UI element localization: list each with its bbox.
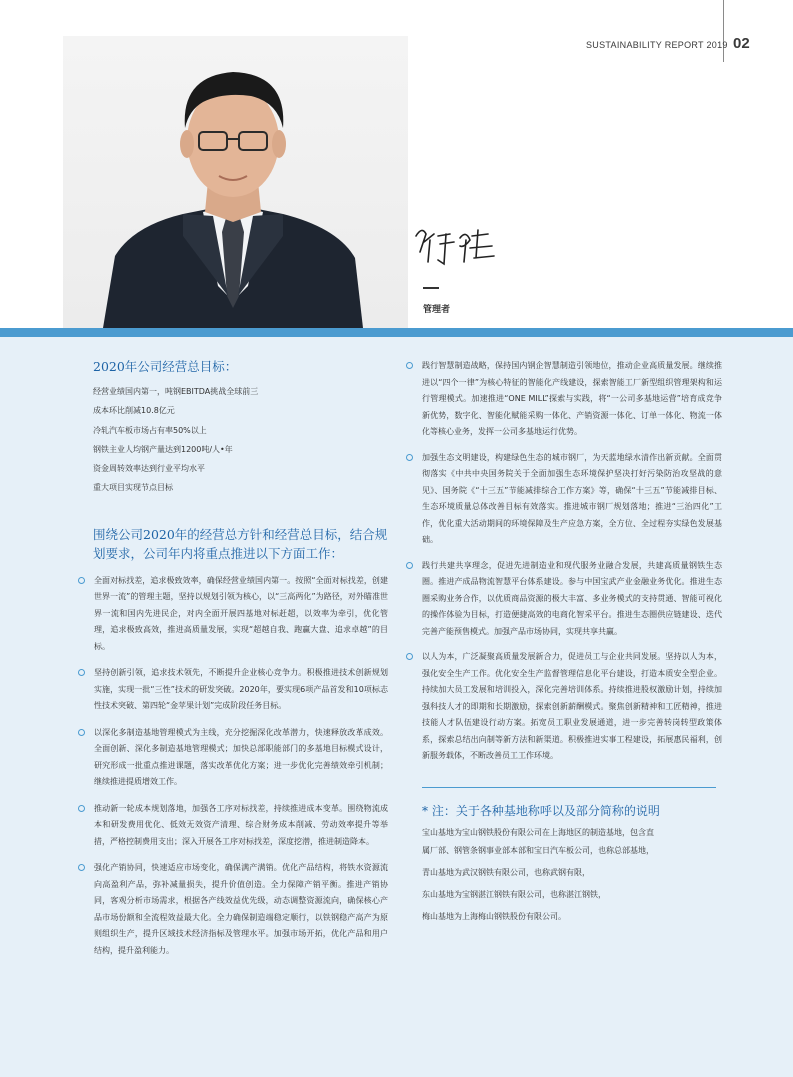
note-divider bbox=[422, 787, 716, 788]
goals-title: 2020年公司经营总目标： bbox=[93, 359, 238, 374]
left-column bbox=[78, 358, 388, 969]
role-label: 管理者 bbox=[423, 305, 451, 315]
work-item-text: 践行共建共享理念，促进先进制造业和现代服务业融合发展，共建高质量钢铁生态圈。推进产成品物流智慧平台体系建设。参与中国宝武产业金融业务优化。推进生态圈采购业务合作，以优质商品资源的极大丰富、多业务模式的支持贯通、智能可视化的操作体验为目标，打造便捷高效的电商化智采平台。推进生态圈供应链建设、迭代完善产能预售模式。加强产品市场协同，实现共享共赢。 bbox=[422, 560, 722, 636]
work-item bbox=[78, 665, 388, 715]
intro-title: 围绕公司2020年的经营总方针和经营总目标，结合规划要求，公司年内将重点推进以下方面工作： bbox=[93, 526, 388, 561]
bullet-circle-icon bbox=[78, 805, 85, 812]
work-item bbox=[78, 573, 388, 656]
signature bbox=[408, 222, 508, 270]
work-item bbox=[406, 450, 722, 549]
work-item-text: 全面对标找差，追求极致效率，确保经营业绩国内第一。按照“全面对标找差，创建世界一流”的管理主题，坚持以规划引领为核心，以“三高两化”为路径，对外瞄准世界一流和国内先进民企，对内全面开展四基地对标赶超，以效率为牵引，优化管理，追求极致高效，推进高质量发展，实现“超越自我、跑赢大盘、追求卓越”的目标。 bbox=[94, 575, 388, 651]
work-item-text: 坚持创新引领，追求技术领先，不断提升企业核心竞争力。积极推进技术创新规划实施，实现一批“三性”技术的研发突破。2020年，要实现6项产品首发和10项标志性技术突破、第四轮“金苹果计划”完成阶段任务目标。 bbox=[94, 668, 388, 711]
goal-item: 资金周转效率达到行业平均水平 bbox=[93, 464, 205, 474]
work-item-text: 加强生态文明建设，构建绿色生态的城市钢厂，为天蓝地绿水清作出新贡献。全面贯彻落实《中共中央国务院关于全面加强生态环境保护坚决打好污染防治攻坚战的意见》、国务院《“十三五”节能减排综合工作方案》等，确保“十三五”节能减排目标、生态环境质量总体改善目标有效落实。推进城市钢厂规划落地；推进“三治四化”工作，优化重大活动期间的环境保障及生产应急方案，全方位、全过程夯实绿色发展基础。 bbox=[422, 452, 722, 544]
bullet-circle-icon bbox=[78, 864, 85, 871]
bullet-circle-icon bbox=[406, 454, 413, 461]
note-title: * 注：关于各种基地称呼以及部分简称的说明 bbox=[422, 803, 660, 818]
goal-item: 成本环比削减10.8亿元 bbox=[93, 406, 175, 416]
work-item bbox=[406, 649, 722, 765]
bullet-circle-icon bbox=[78, 577, 85, 584]
note-line: 青山基地为武汉钢铁有限公司，也称武钢有限， bbox=[422, 867, 590, 877]
goal-item: 钢铁主业人均钢产量达到1200吨/人•年 bbox=[93, 444, 233, 454]
signature-dash bbox=[423, 287, 439, 289]
bullet-circle-icon bbox=[406, 562, 413, 569]
work-item-text: 践行智慧制造战略，保持国内钢企智慧制造引领地位，推动企业高质量发展。继续推进以“四个一律”为核心特征的智能化产线建设，探索智能工厂新型组织管理架构和运行管理模式。加速推进“ONE MILL”探索与实践，将“一公司多基地运营”培育成竞争新优势，数字化、智能化赋能采购一体化、产销资源一体化、订单一体化、物流一体化等核心业务，发挥一公司多基地运行优势。 bbox=[422, 361, 722, 436]
work-item bbox=[78, 860, 388, 959]
note-body bbox=[422, 824, 722, 927]
executive-portrait bbox=[63, 36, 408, 328]
note-line: 属厂部、钢管条钢事业部本部和宝日汽车板公司，也称总部基地， bbox=[422, 845, 654, 855]
work-item-text: 以深化多制造基地管理模式为主线，充分挖掘深化改革潜力，快速释放改革成效。全面创新、深化多制造基地管理模式；加快总部职能部门的多基地目标模式设计，研究形成一批重点推进课题，落实改革优化方案；进一步优化完善绩效牵引机制；继续推进提质增效工作。 bbox=[94, 727, 388, 787]
goal-item: 经营业绩国内第一，吨钢EBITDA挑战全球前三 bbox=[93, 387, 259, 396]
report-label: SUSTAINABILITY REPORT 2019 bbox=[586, 40, 728, 50]
note-line: 梅山基地为上海梅山钢铁股份有限公司。 bbox=[422, 912, 566, 922]
header-divider bbox=[723, 0, 724, 62]
right-column bbox=[406, 358, 722, 927]
work-item-text: 推动新一轮成本规划落地，加强各工序对标找差，持续推进成本变革。围绕物流成本和研发费用优化、低效无效资产清理、综合财务成本削减、劳动效率提升等举措，严格控制费用支出；深入开展各工序对标找差，深度挖潜，推进制造降本。 bbox=[94, 803, 388, 846]
bullet-circle-icon bbox=[78, 669, 85, 676]
panel-accent-bar bbox=[0, 328, 793, 337]
bullet-circle-icon bbox=[406, 653, 413, 660]
page-number: 02 bbox=[733, 35, 750, 52]
note-line: 宝山基地为宝山钢铁股份有限公司在上海地区的制造基地，包含直 bbox=[422, 827, 654, 837]
bullet-circle-icon bbox=[78, 729, 85, 736]
note-line: 东山基地为宝钢湛江钢铁有限公司，也称湛江钢铁， bbox=[422, 890, 606, 900]
work-item-text: 强化产销协同，快速适应市场变化，确保满产满销。优化产品结构，将铁水资源流向高盈利产品，弥补减量损失，提升价值创造。全力保障产销平衡。推进产销协同，客观分析市场需求，根据各产线效益优先级，动态调整资源流向，确保核心产品市场份额和全流程效益最大化。全力确保制造端稳定顺行，以铁钢稳产高产为原则组织生产，提升区域技术经济指标及管理水平。加强市场开拓，优化产品和用户结构，提升盈利能力。 bbox=[94, 863, 388, 955]
work-item bbox=[78, 725, 388, 791]
work-item-text: 以人为本，广泛凝聚高质量发展新合力，促进员工与企业共同发展。坚持以人为本，强化安全生产工作。优化安全生产监督管理信息化平台建设，打造本质安全型企业。持续加大员工发展和培训投入，深化完善培训体系。持续推进股权激励计划，持续加强科技人才的即期和长期激励，探索创新薪酬模式。聚焦创新精神和工匠精神，推进技能人才队伍建设行动方案。拓宽员工职业发展通道，进一步完善转岗转型政策体系，探索总结出向制等新方法和新渠道。积极推进实事工程建设，拓展惠民福利，创新服务载体，不断改善员工工作环境。 bbox=[422, 652, 722, 760]
work-item bbox=[406, 358, 722, 441]
work-item bbox=[78, 801, 388, 851]
goal-item: 重大项目实现节点目标 bbox=[93, 483, 173, 493]
goal-item: 冷轧汽车板市场占有率50%以上 bbox=[93, 425, 207, 435]
bullet-circle-icon bbox=[406, 362, 413, 369]
work-item bbox=[406, 558, 722, 641]
goals-list bbox=[93, 382, 388, 498]
